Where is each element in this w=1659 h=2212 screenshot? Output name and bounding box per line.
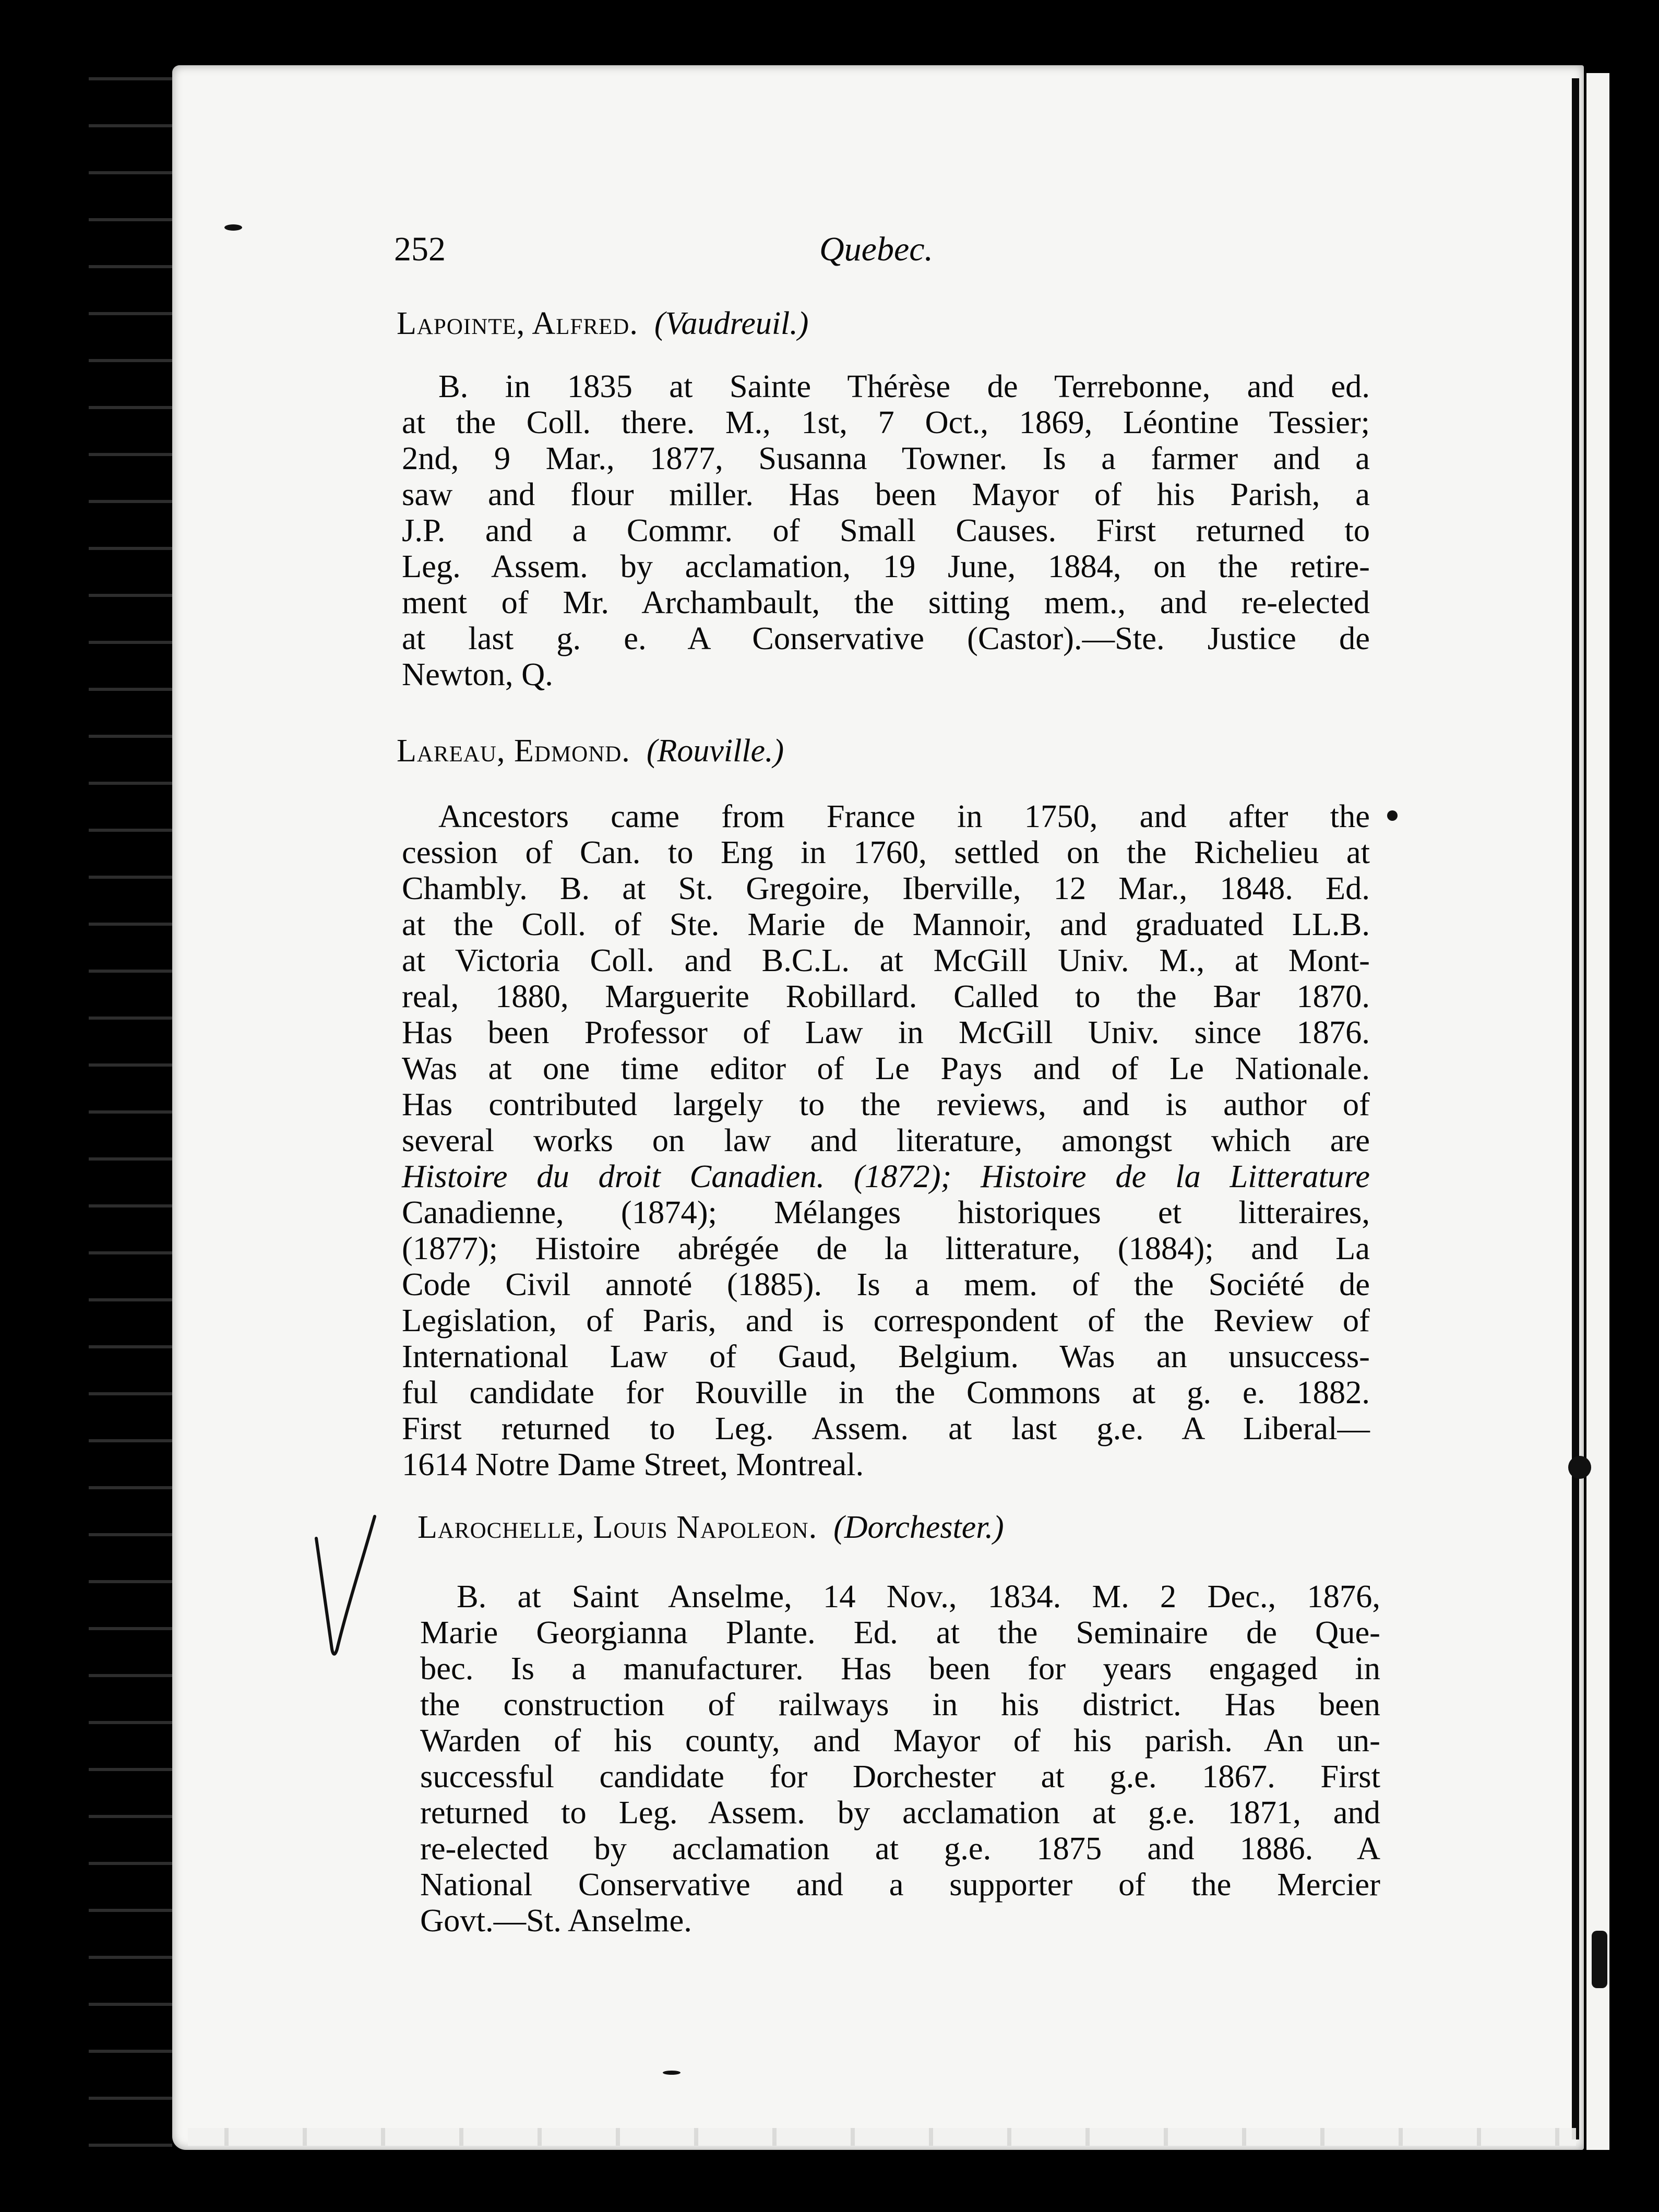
text-line: real, 1880, Marguerite Robillard. Called to the Bar 1870. xyxy=(402,978,1370,1014)
text-line: 1614 Notre Dame Street, Montreal. xyxy=(402,1446,864,1482)
entry-body-lapointe xyxy=(402,368,1370,692)
scan-mark xyxy=(1387,810,1398,821)
text-line: Ancestors came from France in 1750, and after the xyxy=(438,798,1370,834)
text-line: Leg. Assem. by acclamation, 19 June, 1884, on the retire- xyxy=(402,548,1370,584)
text-line: successful candidate for Dorchester at g.e. 1867. First xyxy=(420,1758,1380,1795)
entry-name: Larochelle, Louis Napoleon. xyxy=(417,1510,818,1545)
entry-district: (Dorchester.) xyxy=(833,1510,1004,1545)
text-line: Was at one time editor of Le Pays and of Le Nationale. xyxy=(402,1050,1370,1086)
text-line: at last g. e. A Conservative (Castor).—Ste. Justice de xyxy=(402,620,1370,656)
gutter-line xyxy=(1572,78,1579,2139)
scan-mark xyxy=(1592,1931,1607,1988)
text-line: at the Coll. of Ste. Marie de Mannoir, and graduated LL.B. xyxy=(402,906,1370,942)
text-line: Warden of his county, and Mayor of his parish. An un- xyxy=(420,1722,1380,1759)
text-line: National Conservative and a supporter of the Mercier xyxy=(420,1866,1380,1903)
text-line: cession of Can. to Eng in 1760, settled on the Richelieu at xyxy=(402,834,1370,870)
scan-mark xyxy=(663,2071,681,2075)
entry-body-lareau xyxy=(402,798,1370,1482)
text-line: several works on law and literature, amongst which are xyxy=(402,1122,1370,1158)
text-line: at the Coll. there. M., 1st, 7 Oct., 1869, Léontine Tessier; xyxy=(402,404,1370,440)
entry-body-larochelle xyxy=(420,1579,1380,1939)
entry-heading-lareau xyxy=(397,733,784,770)
text-line: at Victoria Coll. and B.C.L. at McGill Univ. M., at Mont- xyxy=(402,942,1370,978)
text-line: First returned to Leg. Assem. at last g.e. A Liberal— xyxy=(402,1410,1370,1446)
page-edge-strip xyxy=(1586,73,1609,2150)
entry-district: (Vaudreuil.) xyxy=(654,306,809,341)
text-line: 2nd, 9 Mar., 1877, Susanna Towner. Is a farmer and a xyxy=(402,440,1370,476)
text-line: Histoire du droit Canadien. (1872); Histoire de la Litterature xyxy=(402,1158,1370,1194)
entry-heading-larochelle xyxy=(417,1509,1004,1546)
text-line: Code Civil annoté (1885). Is a mem. of the Société de xyxy=(402,1266,1370,1302)
page-bottom-edge xyxy=(188,2128,1576,2146)
text-line: re-elected by acclamation at g.e. 1875 and 1886. A xyxy=(420,1830,1380,1867)
page-header xyxy=(394,230,1130,271)
text-line: returned to Leg. Assem. by acclamation at g.e. 1871, and xyxy=(420,1794,1380,1831)
entry-name: Lapointe, Alfred. xyxy=(397,306,638,341)
text-line: B. in 1835 at Sainte Thérèse de Terrebonne, and ed. xyxy=(438,368,1370,404)
book-binding-edge xyxy=(89,57,172,2166)
text-line: the construction of railways in his district. Has been xyxy=(420,1686,1380,1723)
entry-name: Lareau, Edmond. xyxy=(397,733,630,769)
text-line: Newton, Q. xyxy=(402,656,553,692)
running-head: Quebec. xyxy=(819,230,934,268)
text-line: J.P. and a Commr. of Small Causes. First returned to xyxy=(402,512,1370,548)
text-line: ment of Mr. Archambault, the sitting mem., and re-elected xyxy=(402,584,1370,620)
text-line: Marie Georgianna Plante. Ed. at the Seminaire de Que- xyxy=(420,1614,1380,1651)
page-number: 252 xyxy=(394,230,446,268)
text-line: bec. Is a manufacturer. Has been for years engaged in xyxy=(420,1650,1380,1687)
entry-heading-lapointe xyxy=(397,305,808,342)
text-line: International Law of Gaud, Belgium. Was an unsuccess- xyxy=(402,1338,1370,1374)
scan-mark xyxy=(224,224,242,231)
text-line: (1877); Histoire abrégée de la litterature, (1884); and La xyxy=(402,1230,1370,1266)
text-line: saw and flour miller. Has been Mayor of his Parish, a xyxy=(402,476,1370,512)
text-line: Govt.—St. Anselme. xyxy=(420,1902,692,1939)
scan-mark xyxy=(1568,1456,1591,1479)
text-line: Chambly. B. at St. Gregoire, Iberville, 12 Mar., 1848. Ed. xyxy=(402,870,1370,906)
entry-district: (Rouville.) xyxy=(646,733,784,769)
text-line: B. at Saint Anselme, 14 Nov., 1834. M. 2 Dec., 1876, xyxy=(457,1578,1380,1615)
text-line: Has contributed largely to the reviews, and is author of xyxy=(402,1086,1370,1122)
handwritten-checkmark-icon xyxy=(312,1512,380,1664)
text-line: Has been Professor of Law in McGill Univ. since 1876. xyxy=(402,1014,1370,1050)
text-line: Canadienne, (1874); Mélanges historiques et litteraires, xyxy=(402,1194,1370,1230)
text-line: Legislation, of Paris, and is correspondent of the Review of xyxy=(402,1302,1370,1338)
text-line: ful candidate for Rouville in the Commons at g. e. 1882. xyxy=(402,1374,1370,1410)
